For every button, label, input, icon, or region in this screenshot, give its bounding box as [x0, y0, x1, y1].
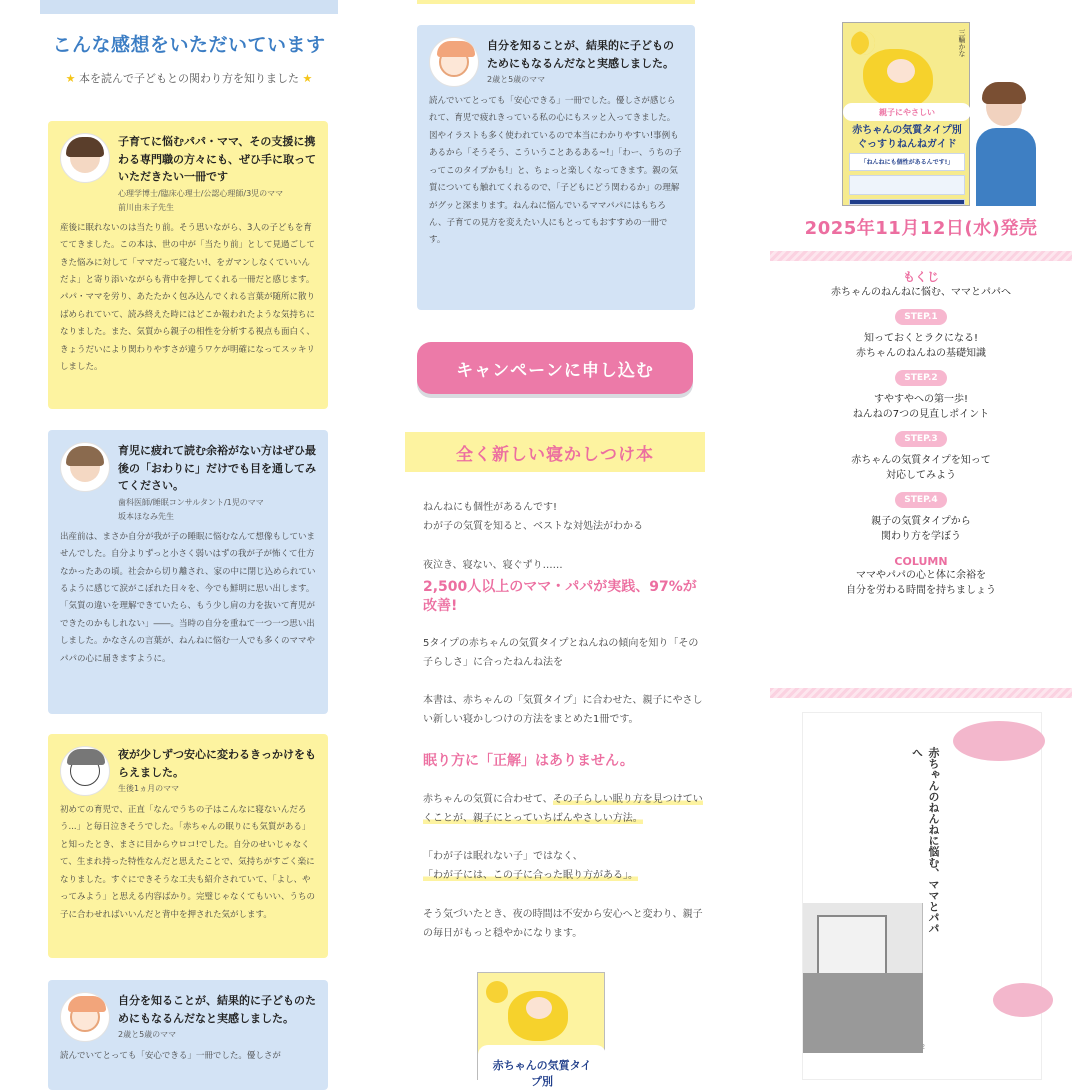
subheading: 眠り方に「正解」はありません。 [423, 753, 634, 769]
book-title: 赤ちゃんの気質タイプ別 [492, 1059, 592, 1088]
testimonial-title: 夜が少しずつ安心に変わるきっかけをもらえました。 [118, 748, 316, 779]
column-label: COLUMN [894, 554, 948, 568]
testimonial-title: 自分を知ることが、結果的に子どものためにもなるんだなと実感しました。 [487, 39, 674, 70]
testimonial-author-role: 歯科医師/睡眠コンサルタント/1児のママ [118, 497, 264, 507]
star-icon: ★ [65, 72, 76, 85]
testimonial-author-role: 2歳と5歳のママ [118, 1030, 177, 1040]
author-photo [972, 80, 1042, 206]
intro-text: そう気づいたとき、夜の時間は不安から安心へと変わり、親子の毎日がもっと穏やかになります。 [423, 909, 703, 939]
divider [770, 688, 1072, 698]
book-author: 三輪かな [958, 29, 966, 57]
toc-item: ママやパパの心と体に余裕を [856, 569, 986, 581]
testimonial-author-name: 前川由未子先生 [118, 202, 174, 212]
toc-item: 知っておくとラクになる! [863, 332, 978, 344]
testimonial-card [48, 430, 328, 714]
star-icon: ★ [302, 72, 313, 85]
intro-line: 夜泣き、寝ない、寝ぐずり…… [423, 560, 563, 571]
page-number: 2 [920, 1043, 926, 1051]
testimonial-title: 育児に疲れて読む余裕がない方はぜひ最後の「おわりに」だけでも目を通してみてください。 [118, 444, 316, 493]
sample-page-title: 赤ちゃんのねんねに悩む、ママとパパへ [910, 747, 940, 934]
table-of-contents [770, 268, 1072, 599]
section-band-title: 全く新しい寝かしつけ本 [405, 432, 705, 472]
divider [770, 251, 1072, 261]
intro-text [423, 847, 703, 885]
testimonial-author-role: 生後1ヵ月のママ [118, 784, 180, 794]
baby-face [887, 59, 915, 83]
subhead-text: 本を読んで子どもとの関わり方を知りました [79, 72, 299, 85]
release-date: 2025年11月12日(水)発売 [804, 218, 1038, 239]
intro-text [423, 498, 703, 536]
toc-item: すやすやへの第一歩! [873, 393, 968, 405]
intro-text [423, 790, 703, 828]
section-subhead [38, 70, 340, 86]
intro-line: 赤ちゃんの気質に合わせて、 [423, 794, 553, 805]
testimonial-author-role: 2歳と5歳のママ [487, 75, 546, 85]
intro-text: 5タイプの赤ちゃんの気質タイプとねんねの傾向を知り「その子らしさ」に合ったねんね法を [423, 638, 699, 668]
avatar [60, 133, 110, 183]
toc-item: 赤ちゃんのねんねの基礎知識 [856, 348, 986, 359]
book-banner: 親子にやさしい [879, 108, 935, 117]
testimonial-card [48, 980, 328, 1090]
book-sample-page [802, 712, 1042, 1080]
book-info-column [770, 0, 1072, 1080]
testimonial-card [48, 121, 328, 409]
campaign-apply-button[interactable]: キャンペーンに申し込む [417, 342, 693, 394]
intro-line: ねんねにも個性があるんです! [423, 502, 558, 513]
book-title: ぐっすりねんねガイド [857, 139, 957, 150]
testimonial-author-role: 心理学博士/臨床心理士/公認心理師/3児のママ [118, 188, 284, 198]
testimonial-title: 自分を知ることが、結果的に子どものためにもなるんだなと実感しました。 [118, 994, 316, 1025]
avatar [60, 992, 110, 1042]
avatar [60, 746, 110, 796]
toc-item: 親子の気質タイプから [871, 515, 971, 527]
toc-item: ねんねの7つの見直しポイント [852, 409, 990, 420]
avatar [60, 442, 110, 492]
toc-item: 赤ちゃんの気質タイプを知って [851, 454, 991, 466]
testimonials-column [38, 0, 340, 1080]
cloud-icon [953, 721, 1045, 761]
moon-icon [851, 31, 875, 55]
highlighted-line: 「わが子には、この子に合った眠り方がある」。 [423, 870, 638, 881]
book-cover-image [477, 972, 605, 1088]
section-heading: こんな感想をいただいています [52, 34, 326, 56]
toc-item: 関わり方を学ぼう [881, 531, 961, 542]
testimonial-body: 出産前は、まさか自分が我が子の睡眠に悩むなんて想像もしていませんでした。自分よりずっと小さく弱いはずの我が子が怖くて仕方なかったあの頃。社会から切り離され、家の中に閉じ込められているように感じて涙がこぼれた日々を、今でも鮮明に思い出します。「気質の違いを理解できていたら、もう少し肩の力を抜いて育児ができたのかもしれない」――。当時の自分を重ねて一つ一つ思い出しました。かなさんの言葉が、ねんねに悩む一人でも多くのママやパパの心に届きますように。 [60, 531, 316, 664]
testimonial-body: 読んでいてとっても「安心できる」一冊でした。優しさが感じられて、育児で疲れきっている私の心にもスッと入ってきました。図やイラストも多く使われているので本当にわかりやすい!事例もあるから「そうそう、こういうことあるある~!」「わー、うちの子ってこのタイプかも!」と、ちょっと楽しくなってきます。親の気質についても触れてくれるので、「子どもにどう関わるか」の理解がグッと深まります。ねんねに悩んでいるママパパにはもちろん、子育ての見方を変えたい人にもとってもおすすめの一冊です。 [429, 96, 682, 246]
toc-item: 自分を労わる時間を持ちましょう [846, 585, 996, 596]
sample-page-illustration [803, 903, 923, 1053]
avatar [429, 37, 479, 87]
testimonial-card [48, 734, 328, 958]
testimonial-author-name: 坂本ほなみ先生 [118, 511, 174, 521]
intro-column [405, 0, 707, 1088]
highlighted-line: その子らしい眠り方を見つけていくことが、親子にとっていちばんやさしい方法。 [423, 794, 703, 824]
cloud-icon [993, 983, 1053, 1017]
intro-line: わが子の気質を知ると、ベストな対処法がわかる [423, 521, 643, 532]
toc-item: 対応してみよう [886, 470, 956, 481]
step-badge: STEP.3 [895, 431, 946, 447]
top-card-edge [417, 0, 695, 4]
testimonial-body: 初めての育児で、正直「なんでうちの子はこんなに寝ないんだろう...」と毎日泣きそうでした。「赤ちゃんの眠りにも気質がある」と知ったとき、まさに目からウロコ!でした。自分のせいじゃなくて、生まれ持った特性なんだと思えたことで、気持ちがすごく楽になりました。すぐにできそうな工夫も紹介されていて、「よし、やってみよう」と思える内容ばかり。完璧じゃなくてもいい、うちの子に合わせればいいんだと背中を押された気がします。 [60, 805, 316, 920]
testimonial-card [417, 25, 695, 310]
book-subtitle: 「ねんねにも個性があるんです!」 [849, 153, 965, 171]
book-title: 赤ちゃんの気質タイプ別 [852, 125, 962, 136]
intro-line: 「わが子は眠れない子」ではなく、 [423, 851, 583, 862]
step-badge: STEP.2 [895, 370, 946, 386]
top-card-edge [40, 0, 338, 14]
stat-headline: 2,500人以上のママ・パパが実践、97%が改善! [423, 579, 697, 614]
testimonial-title: 子育てに悩むパパ・ママ、その支援に携わる専門職の方々にも、ぜひ手に取っていただきたい一冊です [118, 135, 316, 184]
step-badge: STEP.1 [895, 309, 946, 325]
testimonial-body: 読んでいてとっても「安心できる」一冊でした。優しさが [60, 1051, 281, 1061]
intro-text: 本書は、赤ちゃんの「気質タイプ」に合わせた、親子にやさしい新しい寝かしつけの方法をまとめた1冊です。 [423, 695, 703, 725]
toc-intro: 赤ちゃんのねんねに悩む、ママとパパへ [831, 287, 1011, 298]
toc-title: もくじ [902, 270, 939, 284]
book-cover-image [842, 22, 970, 206]
step-badge: STEP.4 [895, 492, 946, 508]
testimonial-body: 産後に眠れないのは当たり前。そう思いながら、3人の子どもを育ててきました。この本は、世の中が「当たり前」として見過ごしてきた悩みに対して「ママだって寝たい!、をガマンしなくていいんだよ」と寄り添いながらも背中を押してくれる一冊だと感じます。パパ・ママを労り、あたたかく包み込んでくれる言葉が随所に散りばめられていて、読み終えた時にはどこか報われたような気持ちになりました。また、気質から親子の相性を分析する視点も面白く、きょうだいにより関わりやすさが違うワケが明確になってスッキリしました。 [60, 222, 316, 373]
